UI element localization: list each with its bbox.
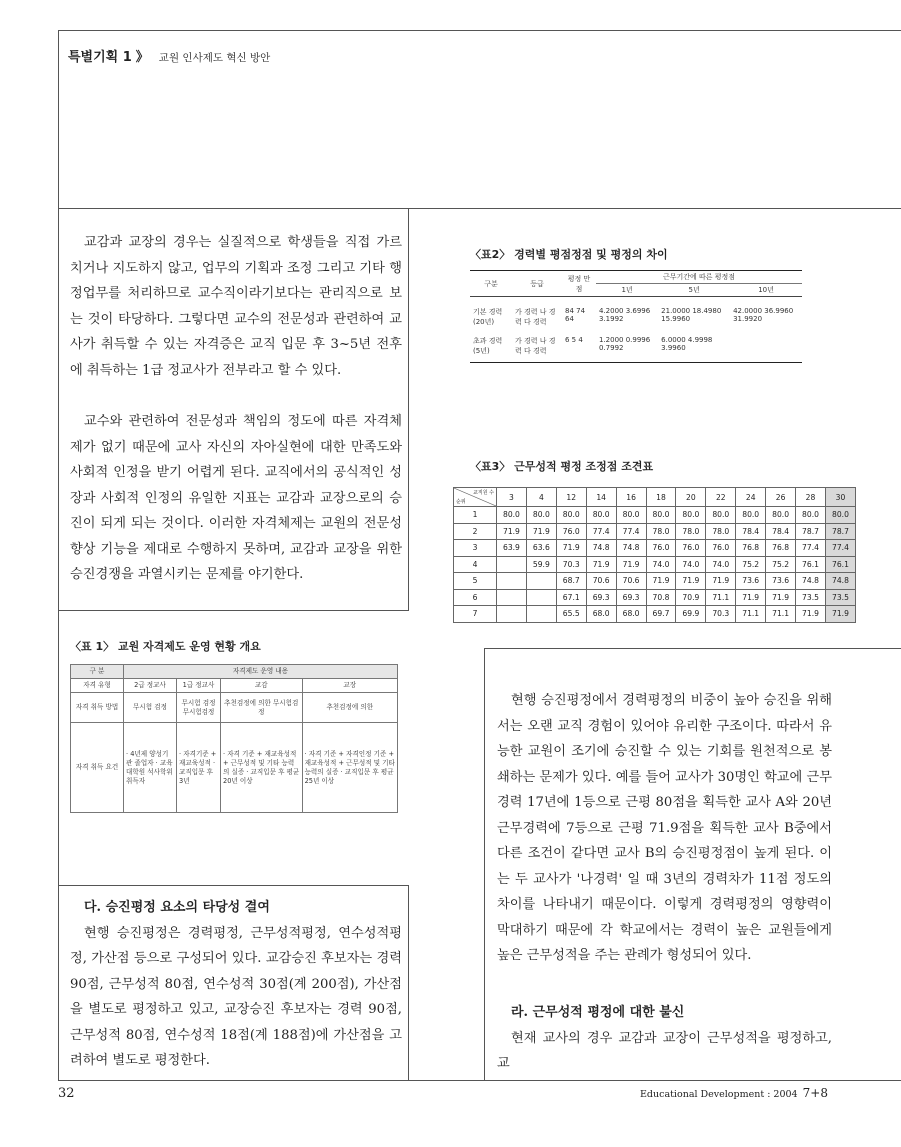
- table3-cell: 74.8: [616, 540, 646, 557]
- table3-cell: 74.8: [586, 540, 616, 557]
- table2-1y: 1.2000 0.9996 0.7992: [599, 336, 651, 352]
- table2-5y: 21.0000 18.4980 15.9960: [658, 297, 730, 329]
- table3-rank: 4: [454, 556, 497, 573]
- table3-cell: 77.4: [825, 540, 855, 557]
- table3-cell: 76.0: [706, 540, 736, 557]
- table3: [453, 487, 856, 623]
- table1-cell: 무시험 검정: [124, 693, 177, 723]
- table2-header-period: 근무기간에 따른 평정점: [596, 271, 802, 284]
- col2-box-left: [484, 648, 485, 1080]
- table3-cell: 74.8: [796, 573, 826, 590]
- table2-group-label: 초과 경력 (5년): [473, 337, 503, 355]
- table3-cell: 71.9: [616, 556, 646, 573]
- table1-cell: · 자격기준 + 재교육성적 · 교직입문 후 3년: [177, 723, 221, 813]
- table3-cell: 80.0: [556, 507, 586, 524]
- section-ra-heading: 라. 근무성적 평정에 대한 불신: [511, 1005, 685, 1020]
- table3-cell: 70.3: [556, 556, 586, 573]
- table3-cell: 76.0: [646, 540, 676, 557]
- table2-header-full: 평정 만점: [567, 274, 591, 293]
- table2-full: 6 5 4: [565, 336, 583, 344]
- table3-cell: 74.8: [825, 573, 855, 590]
- table3-cell: 71.9: [796, 606, 826, 623]
- table3-cell: 63.9: [497, 540, 527, 557]
- page-header: [68, 46, 270, 65]
- table2-5y: 6.0000 4.9998 3.9960: [661, 336, 713, 352]
- table1-cell: 1급 정교사: [177, 679, 221, 693]
- table3-cell: 76.1: [825, 556, 855, 573]
- table3-cell: 75.2: [766, 556, 796, 573]
- table3-cell: 71.9: [736, 589, 766, 606]
- table3-cell: 78.0: [706, 523, 736, 540]
- table3-cell: 69.3: [586, 589, 616, 606]
- table3-col-header: 12: [556, 488, 586, 507]
- table1-cell: 추천검정에 의한 무시험검정: [221, 693, 303, 723]
- table3-cell: 70.8: [646, 589, 676, 606]
- table3-cell: 78.7: [825, 523, 855, 540]
- table3-cell: 59.9: [526, 556, 556, 573]
- table3-col-header: 22: [706, 488, 736, 507]
- table3-cell: 76.8: [736, 540, 766, 557]
- table3-cell: 71.9: [676, 573, 706, 590]
- table1-caption: 〈표 1〉 교원 자격제도 운영 현황 개요: [70, 640, 261, 653]
- table3-cell: [526, 573, 556, 590]
- table3-col-header: 30: [825, 488, 855, 507]
- section-da-heading: 다. 승진평정 요소의 타당성 결여: [84, 900, 270, 915]
- table3-rank: 1: [454, 507, 497, 524]
- col2-paragraph: 현행 승진평정에서 경력평정의 비중이 높아 승진을 위해서는 오랜 교직 경험이 있어야 유리한 구조이다. 따라서 유능한 교원이 조기에 승진할 수 있는 기회를 원천적으로 봉쇄하는 문제가 있다. 예를 들어 교사가 30명인 학교에 근무경력 17년에 1등으로 근평 80점을 획득한 교사 A와 20년 근무경력에 7등으로 근평 71.9점을 획득한 교사 B중에서 다른 조건이 같다면 교사 B의 승진평정점이 높게 된다. 이는 두 교사가 '나경력' 일 때 3년의 경력차가 11점 정도의 차이를 나타내기 때문이다. 이렇게 경력평정의 영향력이 막대하기 때문에 각 학교에서는 경력이 높은 교원들에게 높은 근무성적을 주는 관례가 형성되어 있다.: [497, 693, 832, 963]
- table3-cell: 70.3: [706, 606, 736, 623]
- table3-cell: 71.9: [825, 606, 855, 623]
- table3-cell: [526, 589, 556, 606]
- table3-cell: [497, 589, 527, 606]
- col2-body: [497, 688, 832, 969]
- table3-cell: 80.0: [796, 507, 826, 524]
- table2-grades: 가 경력 나 경력 다 경력: [512, 297, 562, 329]
- table1-row-label: 자격 취득 요건: [71, 723, 124, 813]
- section-da: [70, 895, 402, 1074]
- table2-header-10y: 10년: [758, 286, 774, 294]
- table3-cell: 76.8: [766, 540, 796, 557]
- journal-footer: [640, 1086, 828, 1100]
- table3-rank: 2: [454, 523, 497, 540]
- table1-cell: 교감: [221, 679, 303, 693]
- table3-col-header: 24: [736, 488, 766, 507]
- table1-cell: · 4년제 양성기관 졸업자 · 교육대학원 석사학위 취득자: [124, 723, 177, 813]
- journal-issue: 7+8: [802, 1086, 828, 1100]
- col1-paragraph-2: 교수와 관련하여 전문성과 책임의 정도에 따른 자격체제가 없기 때문에 교사 자신의 자아실현에 대한 만족도와 사회적 인정을 받기 어렵게 된다. 교직에서의 공식적인 성장과 사회적 인정의 유일한 지표는 교감과 교장으로의 승진이 되게 되는 것이다. 이러한 자격체제는 교원의 전문성 향상 기능을 제대로 수행하지 못하며, 교감과 교장을 위한 승진경쟁을 과열시키는 문제를 야기한다.: [70, 414, 402, 582]
- col2-box-top: [484, 648, 901, 649]
- table3-cell: 63.6: [526, 540, 556, 557]
- table1-cell: 교장: [302, 679, 397, 693]
- table3-col-header: 20: [676, 488, 706, 507]
- table3-cell: 73.5: [825, 589, 855, 606]
- table3-col-header: 4: [526, 488, 556, 507]
- table3-cell: [497, 606, 527, 623]
- table3-cell: 67.1: [556, 589, 586, 606]
- table3-caption: 〈표3〉 근무성적 평정 조정점 조견표: [470, 460, 654, 473]
- table3-col-header: 28: [796, 488, 826, 507]
- col1-body: [70, 230, 402, 588]
- table3-col-header: 18: [646, 488, 676, 507]
- table2-10y: [730, 328, 802, 363]
- table3-cell: 78.4: [736, 523, 766, 540]
- table3-cell: [497, 556, 527, 573]
- table3-corner-top: 교직원 수: [473, 490, 494, 496]
- table3-cell: 80.0: [497, 507, 527, 524]
- table3-cell: 68.0: [586, 606, 616, 623]
- col1-paragraph-1: 교감과 교장의 경우는 실질적으로 학생들을 직접 가르치거나 지도하지 않고, 업무의 기획과 조정 그리고 기타 행정업무를 처리하므로 교수직이라기보다는 관리직으로 보는 것이 타당하다. 그렇다면 교수의 전문성과 관련하여 교사가 취득할 수 있는 자격증은 교직 입문 후 3~5년 전후에 취득하는 1급 정교사가 전부라고 할 수 있다.: [70, 235, 402, 378]
- top-rule: [58, 30, 901, 31]
- table3-rank: 3: [454, 540, 497, 557]
- table3-cell: 80.0: [646, 507, 676, 524]
- table3-cell: 68.7: [556, 573, 586, 590]
- table3-col-header: 14: [586, 488, 616, 507]
- table3-col-header: 3: [497, 488, 527, 507]
- table3-cell: 78.0: [646, 523, 676, 540]
- section-da-text: 현행 승진평정은 경력평정, 근무성적평정, 연수성적평정, 가산점 등으로 구성되어 있다. 교감승진 후보자는 경력 90점, 근무성적 80점, 연수성적 30점(계 200점), 가산점을 별도로 평정하고 있고, 교장승진 후보자는 경력 90점, 근무성적 80점, 연수성적 18점(계 188점)에 가산점을 고려하여 별도로 평정한다.: [70, 925, 402, 1068]
- table1-cell: · 자격 기준 + 재교육성적 + 근무성적 및 기타 능력의 실증 · 교직입문 후 평균 20년 이상: [221, 723, 303, 813]
- section-ra-text: 현재 교사의 경우 교감과 교장이 근무성적을 평정하고, 교: [497, 1030, 832, 1071]
- header-title: 교원 인사제도 혁신 방안: [158, 52, 271, 64]
- table3-cell: 76.0: [556, 523, 586, 540]
- table2-grades: 가 경력 나 경력 다 경력: [515, 337, 556, 355]
- table3-cell: 77.4: [796, 540, 826, 557]
- table2-header-5y: 5년: [688, 286, 700, 294]
- table3-rank: 6: [454, 589, 497, 606]
- table1-cell: 무시험 검정 무시험검정: [177, 693, 221, 723]
- table2-group-label: 기본 경력 (20년): [470, 297, 512, 329]
- col-divider-bottom: [408, 885, 409, 1080]
- table1: [70, 664, 398, 813]
- table1-cell: · 자격 기준 + 자격인정 기준 + 재교육성적 + 근무성적 및 기타 능력의 실증 · 교직입문 후 평균 25년 이상: [302, 723, 397, 813]
- bottom-rule: [58, 1080, 901, 1081]
- table3-cell: 71.9: [586, 556, 616, 573]
- table3-cell: 71.1: [706, 589, 736, 606]
- table3-cell: 71.1: [766, 606, 796, 623]
- table2: [470, 270, 802, 363]
- table3-cell: 74.0: [676, 556, 706, 573]
- table3-corner: [454, 488, 497, 507]
- table1-header-content: 자격제도 운영 내용: [124, 665, 398, 679]
- table3-cell: 80.0: [676, 507, 706, 524]
- table1-row-label: 자격 취득 방법: [71, 693, 124, 723]
- table3-cell: 70.9: [676, 589, 706, 606]
- table3-cell: 71.1: [736, 606, 766, 623]
- page-number: 32: [58, 1086, 75, 1101]
- table3-cell: 71.9: [526, 523, 556, 540]
- table3-cell: 80.0: [825, 507, 855, 524]
- table3-cell: 77.4: [586, 523, 616, 540]
- left-frame: [58, 30, 59, 1080]
- table2-caption: 〈표2〉 경력별 평점정점 및 평정의 차이: [470, 248, 668, 261]
- table3-cell: 78.7: [796, 523, 826, 540]
- table2-header-1y: 1년: [621, 286, 633, 294]
- table2-1y: 4.2000 3.6996 3.1992: [596, 297, 658, 329]
- table3-cell: 70.6: [586, 573, 616, 590]
- table3-cell: 68.0: [616, 606, 646, 623]
- col-divider-top: [408, 208, 409, 611]
- table3-cell: 80.0: [526, 507, 556, 524]
- table3-cell: 71.9: [497, 523, 527, 540]
- table3-cell: 74.0: [646, 556, 676, 573]
- table3-cell: 73.6: [736, 573, 766, 590]
- table3-cell: 80.0: [586, 507, 616, 524]
- col1-lower-box-top: [58, 885, 409, 886]
- table2-full: 84 74 64: [562, 297, 596, 329]
- table3-cell: 77.4: [616, 523, 646, 540]
- table3-rank: 7: [454, 606, 497, 623]
- table3-cell: 65.5: [556, 606, 586, 623]
- table3-rank: 5: [454, 573, 497, 590]
- table1-header-gubun: 구 분: [71, 665, 124, 679]
- table3-cell: 78.0: [676, 523, 706, 540]
- table2-header-gubun: 구분: [484, 279, 498, 288]
- table3-cell: 71.9: [766, 589, 796, 606]
- table3-cell: 75.2: [736, 556, 766, 573]
- table3-cell: 69.7: [646, 606, 676, 623]
- table1-row-label: 자격 유형: [71, 679, 124, 693]
- table3-cell: 80.0: [616, 507, 646, 524]
- header-bottom-rule: [58, 208, 901, 209]
- table3-cell: 76.0: [676, 540, 706, 557]
- table3-cell: 70.6: [616, 573, 646, 590]
- section-ra: [497, 1000, 832, 1077]
- table3-cell: 69.9: [676, 606, 706, 623]
- series-title: 특별기획 1: [68, 50, 132, 65]
- table3-cell: 71.9: [556, 540, 586, 557]
- table3-cell: 80.0: [766, 507, 796, 524]
- table3-col-header: 16: [616, 488, 646, 507]
- table3-cell: [526, 606, 556, 623]
- table3-cell: [497, 573, 527, 590]
- table3-corner-bottom: 순위: [456, 499, 466, 505]
- table2-header-grade: 등급: [530, 279, 544, 288]
- table3-cell: 80.0: [736, 507, 766, 524]
- table3-cell: 71.9: [646, 573, 676, 590]
- col1-box-bottom: [58, 610, 409, 611]
- table3-cell: 80.0: [706, 507, 736, 524]
- table2-10y: 42.0000 36.9960 31.9920: [730, 297, 802, 329]
- table3-cell: 73.5: [796, 589, 826, 606]
- journal-name: Educational Development : 2004: [640, 1089, 798, 1100]
- table3-cell: 71.9: [706, 573, 736, 590]
- table3-cell: 73.6: [766, 573, 796, 590]
- series-arrow: 》: [135, 50, 149, 65]
- table3-cell: 74.0: [706, 556, 736, 573]
- table3-cell: 76.1: [796, 556, 826, 573]
- table3-col-header: 26: [766, 488, 796, 507]
- table3-cell: 69.3: [616, 589, 646, 606]
- table3-cell: 78.4: [766, 523, 796, 540]
- table1-cell: 2급 정교사: [124, 679, 177, 693]
- table1-cell: 추천검정에 의한: [302, 693, 397, 723]
